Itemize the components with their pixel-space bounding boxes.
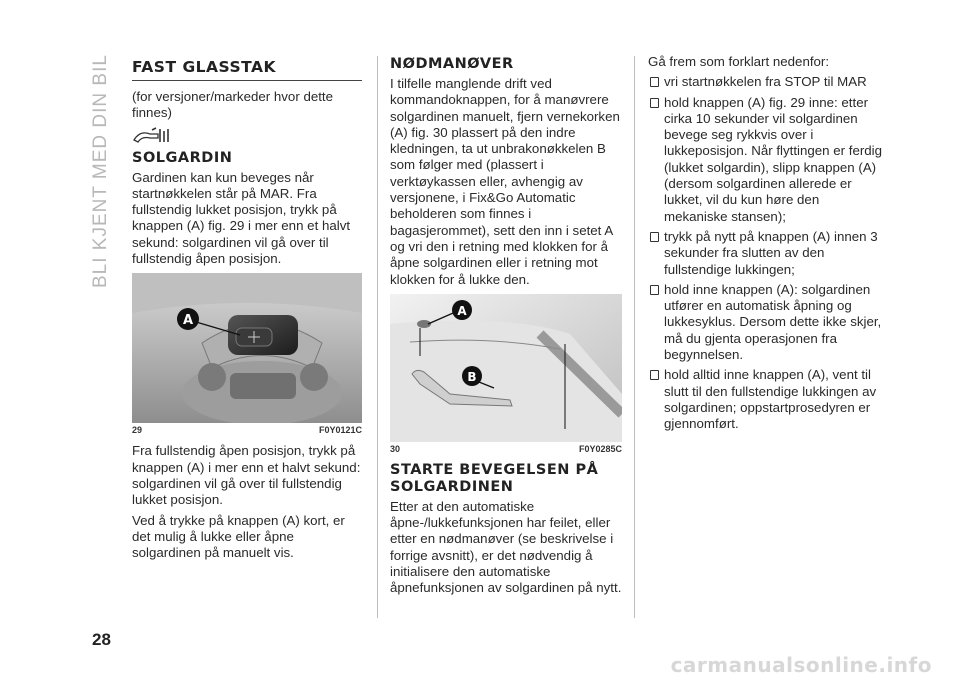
- page-number: 28: [92, 630, 111, 649]
- list-item: vri startnøkkelen fra STOP til MAR: [648, 74, 886, 90]
- bullet-box-icon: [650, 232, 659, 242]
- callout-a: A: [457, 303, 467, 318]
- column-2: [390, 58, 622, 601]
- paragraph: Fra fullstendig åpen posisjon, trykk på knappen (A) i mer enn et halvt sekund: solgardinen vil gå over til fullstendig lukket posisjon.: [132, 443, 361, 508]
- bullet-box-icon: [650, 370, 659, 380]
- column-divider: [377, 56, 378, 618]
- subsection-title: NØDMANØVER: [390, 56, 514, 72]
- column-1: [132, 58, 362, 565]
- callout-b: B: [467, 369, 477, 384]
- figure-caption: [390, 444, 622, 454]
- list-item: hold alltid inne knappen (A), vent til slutt til den fullstendige lukkingen av solgardinen; oppstartprosedyren er gjennomført.: [648, 367, 886, 432]
- paragraph: Etter at den automatiske åpne-/lukkefunksjonen har feilet, eller etter en nødmanøver (se beskrivelse i forrige avsnitt), er det nødvendig å initialisere den automatiske åpnefunksjonen av solgardinen på nytt.: [390, 498, 622, 596]
- paragraph: Gardinen kan kun beveges når startnøkkelen står på MAR. Fra fullstendig lukket posisjon, trykk på knappen (A) fig. 29 i mer enn et halvt sekund: solgardinen vil gå over til fullstendig åpen posisjon.: [132, 169, 351, 267]
- list-item: hold inne knappen (A): solgardinen utfører en automatisk åpning og lukkesyklus. Dersom dette ikke skjer, må du gjenta operasjonen fra begynnelsen.: [648, 282, 886, 363]
- footer-watermark: carmanualsonline.info: [670, 653, 932, 677]
- callout-a: A: [182, 313, 194, 329]
- figure-code: F0Y0285C: [578, 443, 622, 454]
- bullet-box-icon: [650, 98, 659, 108]
- paragraph: Ved å trykke på knappen (A) kort, er det mulig å lukke eller åpne solgardinen på manuelt vis.: [132, 512, 345, 561]
- section-title: FAST GLASSTAK: [132, 58, 362, 81]
- sidebar-section-title: BLI KJENT MED DIN BIL: [90, 54, 111, 288]
- subsection-title: SOLGARDIN: [132, 149, 233, 166]
- column-3: [648, 54, 886, 437]
- figure-number: 29: [132, 425, 143, 436]
- emergency-key-illustration: [390, 294, 622, 442]
- figure-caption: [132, 425, 362, 435]
- list-item: hold knappen (A) fig. 29 inne: etter cirka 10 sekunder vil solgardinen bevege seg rykkvis over i lukkeposisjon. Når flyttingen er ferdig (lukket solgardin), slipp knappen (A) (dersom solgardinen allerede er lukket, vil du kun høre den mekaniske stansen);: [648, 95, 886, 225]
- figure-30: [390, 294, 622, 454]
- sunroof-button-illustration: [132, 273, 362, 423]
- bullet-box-icon: [650, 285, 659, 295]
- subsection-title: STARTE BEVEGELSEN PÅ SOLGARDINEN: [390, 461, 599, 495]
- market-version-icon: [132, 126, 362, 146]
- bullet-box-icon: [650, 77, 659, 87]
- figure-number: 30: [390, 443, 401, 454]
- figure-29: [132, 273, 362, 435]
- paragraph: I tilfelle manglende drift ved kommandoknappen, for å manøvrere solgardinen manuelt, fjern vernekorken (A) fig. 30 plassert på den indre kledningen, ta ut unbrakonøkkelen B som følger med (plassert i verktøykassen eller, avhengig av versjonene, i Fix&Go Automatic beholderen som finnes i bagasjerommet), sett den inn i setet A og vri den i retning med klokken for å åpne solgardinen eller i retning mot klokken for å lukke den.: [390, 76, 620, 287]
- availability-note: (for versjoner/markeder hvor dette finnes): [132, 89, 334, 121]
- list-item: trykk på nytt på knappen (A) innen 3 sekunder fra slutten av den fullstendige lukkingen;: [648, 229, 886, 278]
- figure-code: F0Y0121C: [318, 425, 362, 436]
- procedure-intro: Gå frem som forklart nedenfor:: [648, 54, 830, 69]
- column-divider: [634, 56, 635, 618]
